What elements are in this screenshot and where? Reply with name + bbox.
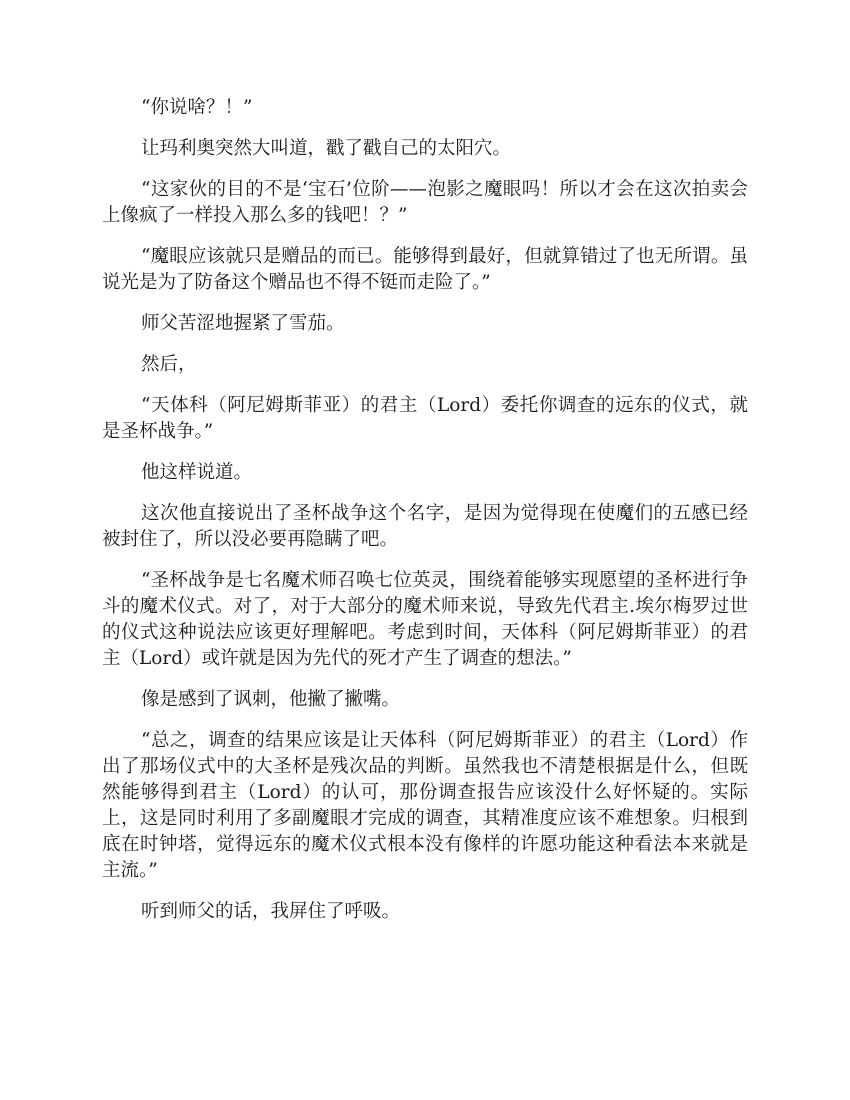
paragraph: “天体科（阿尼姆斯菲亚）的君主（Lord）委托你调查的远东的仪式，就是圣杯战争。” xyxy=(102,395,748,442)
paragraph: 像是感到了讽刺，他撇了撇嘴。 xyxy=(141,689,401,710)
paragraph: “魔眼应该就只是赠品的而已。能够得到最好，但就算错过了也无所谓。虽说光是为了防备这个赠品也不得不铤而走险了。” xyxy=(102,246,748,293)
paragraph: 让玛利奥突然大叫道，戳了戳自己的太阳穴。 xyxy=(141,138,512,159)
paragraph: 他这样说道。 xyxy=(141,462,253,483)
paragraph: 师父苦涩地握紧了雪茄。 xyxy=(141,313,345,334)
paragraph: “你说啥？！” xyxy=(141,97,253,118)
paragraph: 听到师父的话，我屏住了呼吸。 xyxy=(141,901,401,922)
paragraph: “这家伙的目的不是‘宝石’位阶——泡影之魔眼吗！所以才会在这次拍卖会上像疯了一样投入那么多的钱吧！？” xyxy=(102,179,748,226)
paragraph: “圣杯战争是七名魔术师召唤七位英灵，围绕着能够实现愿望的圣杯进行争斗的魔术仪式。对了，对于大部分的魔术师来说，导致先代君主.埃尔梅罗过世的仪式这种说法应该更好理解吧。考虑到时间，天体科（阿尼姆斯菲亚）的君主（Lord）或许就是因为先代的死才产生了调查的想法。” xyxy=(102,570,748,669)
paragraph: “总之，调查的结果应该是让天体科（阿尼姆斯菲亚）的君主（Lord）作出了那场仪式中的大圣杯是残次品的判断。虽然我也不清楚根据是什么，但既然能够得到君主（Lord）的认可，那份调查报告应该没什么好怀疑的。实际上，这是同时利用了多副魔眼才完成的调查，其精准度应该不难想象。归根到底在时钟塔，觉得远东的魔术仪式根本没有像样的许愿功能这种看法本来就是主流。” xyxy=(102,730,748,881)
paragraph: 这次他直接说出了圣杯战争这个名字，是因为觉得现在使魔们的五感已经被封住了，所以没必要再隐瞒了吧。 xyxy=(102,503,748,550)
document-body xyxy=(102,95,748,940)
paragraph: 然后， xyxy=(141,354,197,375)
